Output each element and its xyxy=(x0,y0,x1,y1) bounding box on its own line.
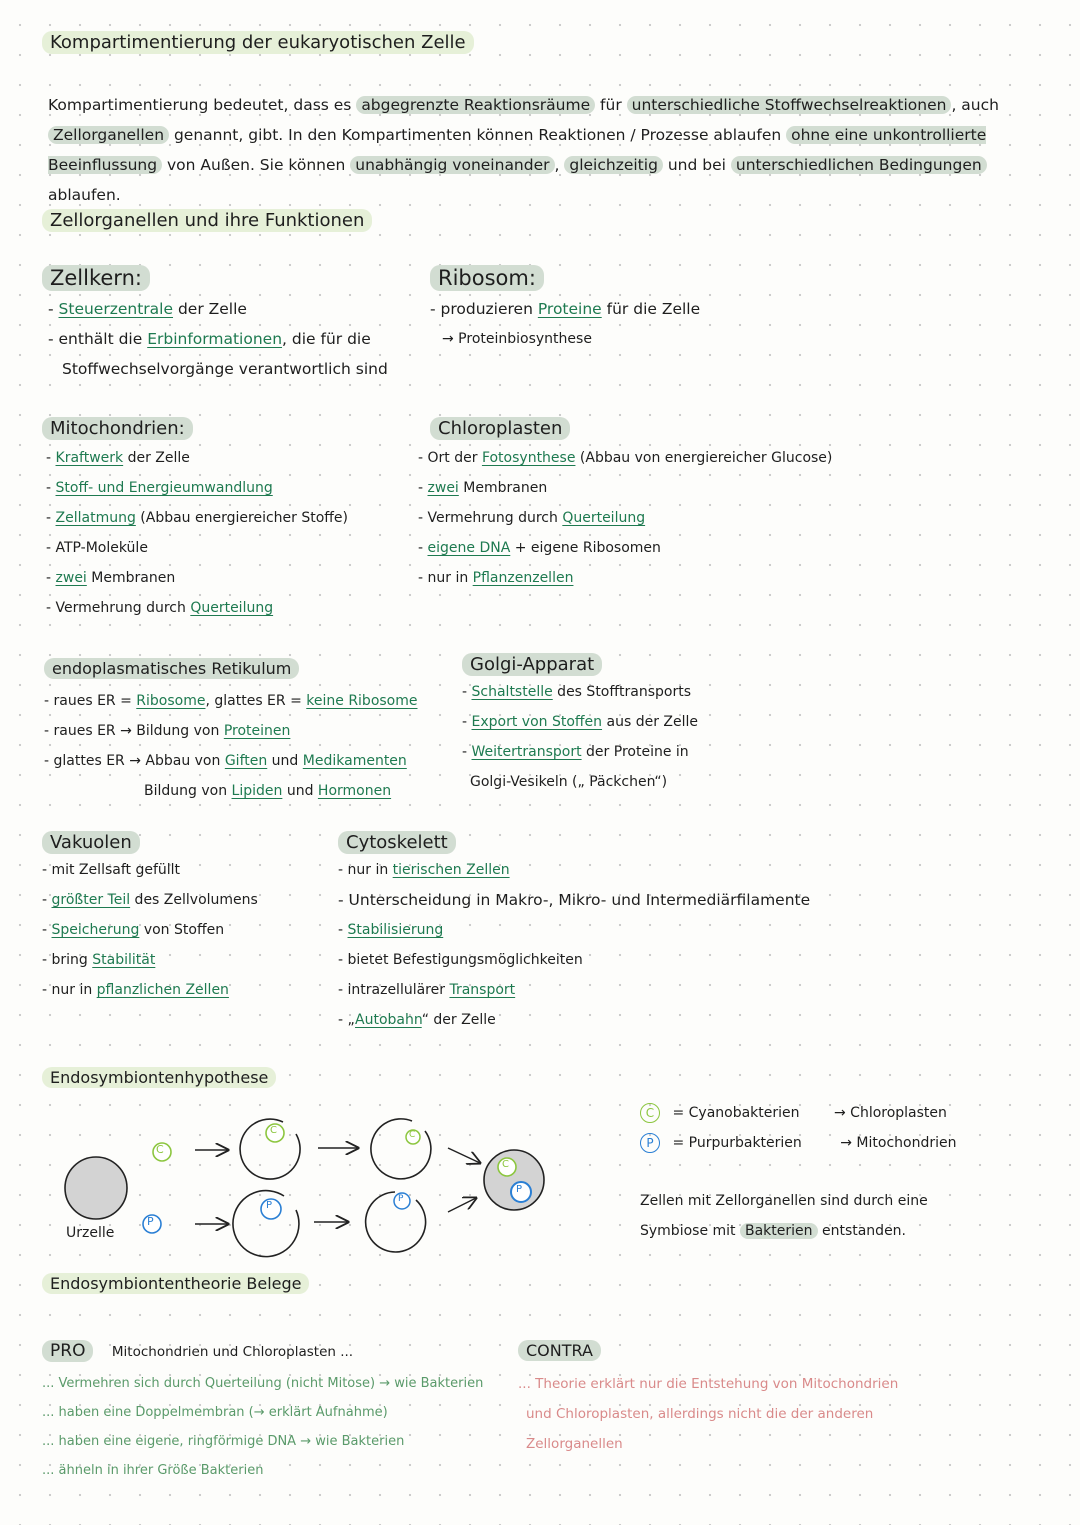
badge-letter-p: P xyxy=(147,1215,154,1228)
list-item: ... haben eine eigene, ringförmige DNA → wie Bakterien xyxy=(42,1434,405,1449)
arrow xyxy=(448,1148,480,1163)
list-item: - raues ER = Ribosome, glattes ER = keine Ribosome xyxy=(44,693,418,709)
list-item: und Chloroplasten, allerdings nicht die der anderen xyxy=(526,1406,874,1422)
list-item: - Zellatmung (Abbau energiereicher Stoffe) xyxy=(46,510,349,526)
list-item: Bildung von Lipiden und Hormonen xyxy=(144,783,392,799)
contra-block xyxy=(518,1336,898,1459)
urzelle-label: Urzelle xyxy=(66,1225,115,1241)
golgi-block xyxy=(462,654,698,797)
list-item: - nur in pflanzlichen Zellen xyxy=(42,982,229,998)
list-item: - Kraftwerk der Zelle xyxy=(46,450,190,466)
list-item: Stoffwechselvorgänge verantwortlich sind xyxy=(62,360,388,378)
list-item: - eigene DNA + eigene Ribosomen xyxy=(418,540,661,556)
er-block xyxy=(44,654,418,806)
page-title: Kompartimentierung der eukaryotischen Zelle xyxy=(42,32,474,53)
engulfing-cell xyxy=(371,1119,431,1179)
mitochondrien-title: Mitochondrien: xyxy=(42,418,348,439)
list-item: - Steuerzentrale der Zelle xyxy=(48,300,247,318)
golgi-title: Golgi-Apparat xyxy=(462,654,698,675)
list-item: → Proteinbiosynthese xyxy=(442,331,592,347)
badge-letter-c: C xyxy=(502,1159,509,1170)
legend-c: C = Cyanobakterien → Chloroplasten xyxy=(640,1098,947,1128)
contra-label: CONTRA xyxy=(518,1340,601,1361)
list-item: - Speicherung von Stoffen xyxy=(42,922,225,938)
list-item: - „Autobahn“ der Zelle xyxy=(338,1012,496,1028)
list-item: Golgi-Vesikeln („ Päckchen“) xyxy=(470,774,668,790)
pro-list xyxy=(42,1369,483,1485)
list-item: - ATP-Moleküle xyxy=(46,540,148,556)
urzelle-circle xyxy=(65,1157,127,1219)
list-item: - zwei Membranen xyxy=(46,570,176,586)
list-item: - raues ER → Bildung von Proteinen xyxy=(44,723,291,739)
badge-letter-c: C xyxy=(270,1125,277,1136)
cytoskelett-block xyxy=(338,832,810,1035)
list-item: - zwei Membranen xyxy=(418,480,548,496)
badge-letter-p: P xyxy=(266,1200,273,1211)
list-item: - Vermehrung durch Querteilung xyxy=(46,600,274,616)
list-item: - Stabilisierung xyxy=(338,922,444,938)
list-item: - Stoff- und Energieumwandlung xyxy=(46,480,273,496)
list-item: - Vermehrung durch Querteilung xyxy=(418,510,646,526)
endo-note-line2: Symbiose mit Bakterien entstanden. xyxy=(640,1223,906,1239)
purpurbacteria-badge: P xyxy=(640,1133,660,1153)
list-item: - Unterscheidung in Makro-, Mikro- und Intermediärfilamente xyxy=(338,891,811,909)
list-item: - größter Teil des Zellvolumens xyxy=(42,892,258,908)
er-title: endoplasmatisches Retikulum xyxy=(44,654,418,684)
eukaryotic-cell xyxy=(484,1150,544,1210)
list-item: - produzieren Proteine für die Zelle xyxy=(430,300,701,318)
list-item: - bietet Befestigungsmöglichkeiten xyxy=(338,952,583,968)
endo-title: Endosymbiontenhypothese xyxy=(42,1068,276,1087)
list-item: ... haben eine Doppelmembran (→ erklärt Aufnahme) xyxy=(42,1405,388,1420)
contra-list xyxy=(518,1369,898,1459)
badge-letter-c: C xyxy=(409,1130,416,1140)
chloroplasten-block xyxy=(418,418,832,593)
list-item: ... Vermehren sich durch Querteilung (nicht Mitose) → wie Bakterien xyxy=(42,1376,484,1391)
list-item: ... ähneln in ihrer Größe Bakterien xyxy=(42,1463,264,1478)
mitochondrien-block xyxy=(42,418,348,623)
list-item: - intrazellulärer Transport xyxy=(338,982,516,998)
list-item: - Ort der Fotosynthese (Abbau von energiereicher Glucose) xyxy=(418,450,833,466)
list-item: - glattes ER → Abbau von Giften und Medikamenten xyxy=(44,753,407,769)
endo-note-line1: Zellen mit Zellorganellen sind durch eine xyxy=(640,1193,928,1209)
list-item: - Export von Stoffen aus der Zelle xyxy=(462,714,698,730)
list-item: - nur in Pflanzenzellen xyxy=(418,570,574,586)
legend-p: P = Purpurbakterien → Mitochondrien xyxy=(640,1128,956,1158)
pro-label: PRO xyxy=(42,1340,93,1362)
intro-paragraph: Kompartimentierung bedeutet, dass es abgegrenzte Reaktionsräume für unterschiedliche Stoffwechselreaktionen , auch Zellorganellen genannt, gibt. In den Kompartimenten können Reaktionen / Prozesse ablaufen ohne eine unkontrollierte Beeinflussung von Außen. Sie können unabhängig voneinander , gleichzeitig und bei unterschiedlichen Bedingungen ablaufen. xyxy=(48,96,999,204)
chloroplasten-title: Chloroplasten xyxy=(430,418,832,439)
pro-intro: Mitochondrien und Chloroplasten ... xyxy=(111,1344,354,1360)
list-item: - Schaltstelle des Stofftransports xyxy=(462,684,691,700)
list-item: - nur in tierischen Zellen xyxy=(338,862,510,878)
badge-letter-p: P xyxy=(516,1184,523,1195)
list-item: - mit Zellsaft gefüllt xyxy=(42,862,181,878)
list-item: Zellorganellen xyxy=(526,1436,623,1452)
list-item: - bring Stabilität xyxy=(42,952,156,968)
arrow xyxy=(448,1198,476,1212)
section-title: Zellorganellen und ihre Funktionen xyxy=(42,210,372,231)
badge-letter-p: P xyxy=(398,1194,404,1204)
list-item: - enthält die Erbinformationen, die für die xyxy=(48,330,371,348)
vakuolen-title: Vakuolen xyxy=(42,832,258,853)
list-item: ... Theorie erklärt nur die Entstehung von Mitochondrien xyxy=(518,1376,899,1392)
zellkern-block xyxy=(42,266,388,384)
cyanobacteria-badge: C xyxy=(640,1103,660,1123)
zellkern-title: Zellkern: xyxy=(42,266,388,290)
ribosom-block xyxy=(430,266,700,354)
evidence-title: Endosymbiontentheorie Belege xyxy=(42,1274,309,1293)
badge-letter-c: C xyxy=(156,1143,164,1156)
pro-block xyxy=(42,1336,483,1485)
list-item: - Weitertransport der Proteine in xyxy=(462,744,689,760)
ribosom-title: Ribosom: xyxy=(430,266,700,290)
vakuolen-block xyxy=(42,832,258,1005)
cytoskelett-title: Cytoskelett xyxy=(338,832,810,853)
